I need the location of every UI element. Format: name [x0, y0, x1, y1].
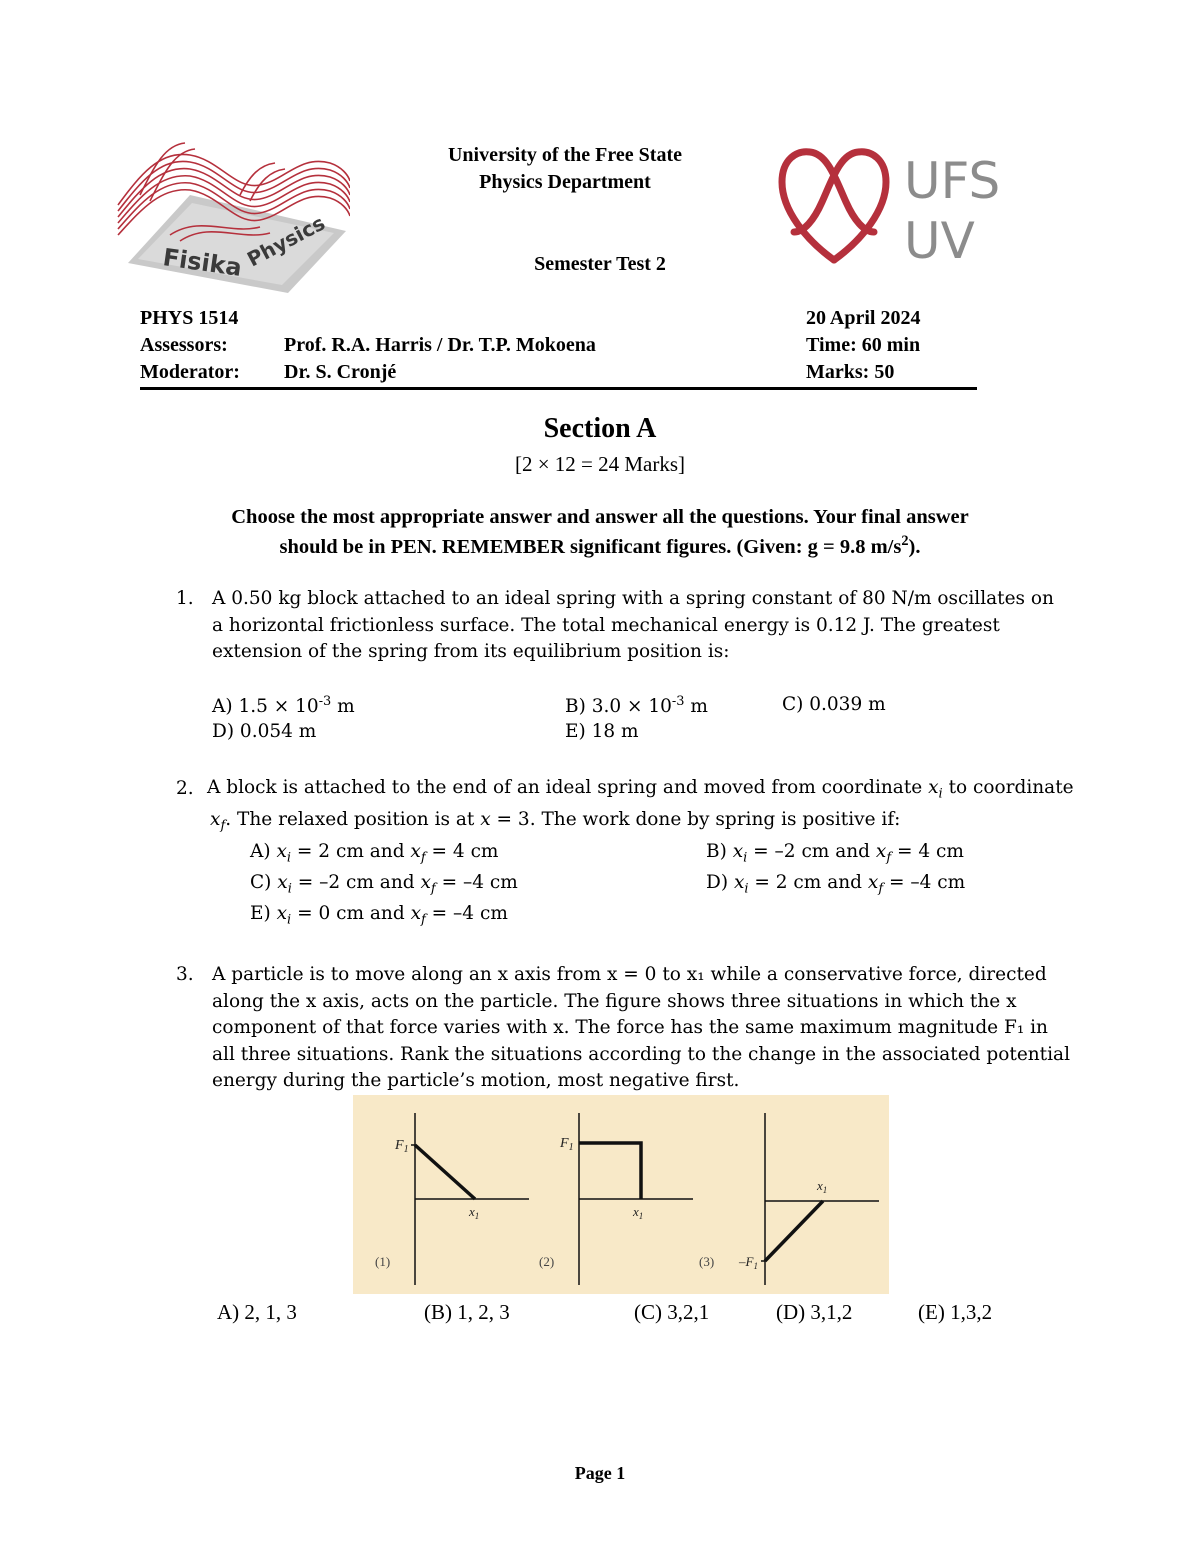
moderator-name: Dr. S. Cronjé — [284, 361, 397, 383]
instruction-line-2: should be in PEN. REMEMBER significant figures. (Given: g = 9.8 $m/s^2$). — [279, 533, 921, 558]
q1-option-e[interactable]: E) 18 m — [565, 721, 639, 742]
svg-text:x1: $x_1$ — [633, 1204, 644, 1221]
test-time: Time: 60 min — [806, 334, 921, 356]
q2-option-b[interactable]: B) $x_i = -2$ cm and $x_f = 4$ cm — [706, 841, 964, 866]
graph-2 — [579, 1113, 693, 1285]
assessors-label: Assessors: — [140, 334, 228, 356]
physics-text: Physics — [243, 210, 329, 272]
q3-option-b[interactable]: (B) 1, 2, 3 — [424, 1300, 510, 1324]
q2-option-d[interactable]: D) $x_i = 2$ cm and $x_f = -4$ cm — [706, 872, 966, 897]
header-divider — [140, 387, 977, 390]
q1-option-b[interactable]: B) $3.0 \times 10^{-3}$ m — [565, 694, 708, 718]
test-title: Semester Test 2 — [534, 253, 666, 275]
q3-option-c[interactable]: (C) 3,2,1 — [634, 1300, 710, 1324]
q2-line-2: $x_f$. The relaxed position is at x = 3. The work done by spring is positive if: — [210, 809, 901, 834]
uv-text: UV — [904, 212, 975, 270]
q1-option-d[interactable]: D) 0.054 m — [212, 721, 317, 742]
q3-figure — [353, 1095, 889, 1294]
assessors-names: Prof. R.A. Harris / Dr. T.P. Mokoena — [284, 334, 596, 356]
q2-number: 2. — [176, 778, 194, 799]
graph-3 — [761, 1113, 879, 1285]
course-code: PHYS 1514 — [140, 307, 239, 329]
total-marks: Marks: 50 — [806, 361, 895, 383]
page-number: Page 1 — [574, 1463, 626, 1483]
q1-text: A 0.50 kg block attached to an ideal spring with a spring constant of 80 N/m oscillates on a horizontal frictionless surface. The total mechanical energy is 0.12 J. The greatest extension of the spring from its equilibrium position is: — [212, 588, 1054, 662]
q3-option-d[interactable]: (D) 3,1,2 — [776, 1300, 853, 1324]
svg-text:x1: $x_1$ — [817, 1178, 828, 1195]
section-marks: [2 × 12 = 24 Marks] — [514, 452, 686, 476]
svg-text:x1: $x_1$ — [469, 1204, 480, 1221]
test-date: 20 April 2024 — [806, 307, 921, 329]
instruction-line-1: Choose the most appropriate answer and answer all the questions. Your final answer — [231, 506, 969, 528]
svg-text:F1: $F_1$ — [395, 1138, 409, 1155]
q3-text: A particle is to move along an x axis from x = 0 to x₁ while a conservative force, directed along the x axis, acts on the particle. The figure shows three situations in which the x component of that force varies with x. The force has the same maximum magnitude F₁ in all three situations. Rank the situations according to the change in the associated potential energy during the particle’s motion, most negative first. — [212, 964, 1070, 1091]
q1-option-a[interactable]: A) $1.5 \times 10^{-3}$ m — [212, 694, 355, 718]
section-title: Section A — [543, 413, 657, 444]
q3-number: 3. — [176, 964, 194, 985]
fisika-physics-logo — [110, 135, 350, 295]
university-name: University of the Free State — [447, 144, 682, 166]
q2-option-e[interactable]: E) $x_i = 0$ cm and $x_f = -4$ cm — [250, 903, 508, 928]
graph-1-label: (1) — [375, 1254, 391, 1269]
department-name: Physics Department — [479, 171, 651, 193]
svg-text:–F1: $-F_1$ — [739, 1254, 758, 1271]
graph-3-label: (3) — [699, 1254, 715, 1269]
q2-option-a[interactable]: A) $x_i = 2$ cm and $x_f = 4$ cm — [250, 841, 499, 866]
svg-text:F1: $F_1$ — [560, 1136, 574, 1153]
moderator-label: Moderator: — [140, 361, 240, 383]
ufs-text: UFS — [904, 152, 1001, 210]
graph-1 — [411, 1113, 529, 1285]
q2-line-1: A block is attached to the end of an ideal spring and moved from coordinate $x_i$ to coordinate — [207, 777, 1074, 802]
q3-option-e[interactable]: (E) 1,3,2 — [918, 1300, 993, 1324]
fisika-text: Fisika — [161, 243, 244, 282]
graph-2-label: (2) — [539, 1254, 555, 1269]
q2-option-c[interactable]: C) $x_i = -2$ cm and $x_f = -4$ cm — [250, 872, 518, 897]
q3-option-a[interactable]: A) 2, 1, 3 — [217, 1300, 297, 1324]
q1-number: 1. — [176, 588, 194, 609]
ufs-logo — [776, 140, 1026, 270]
q1-option-c[interactable]: C) 0.039 m — [782, 694, 886, 715]
